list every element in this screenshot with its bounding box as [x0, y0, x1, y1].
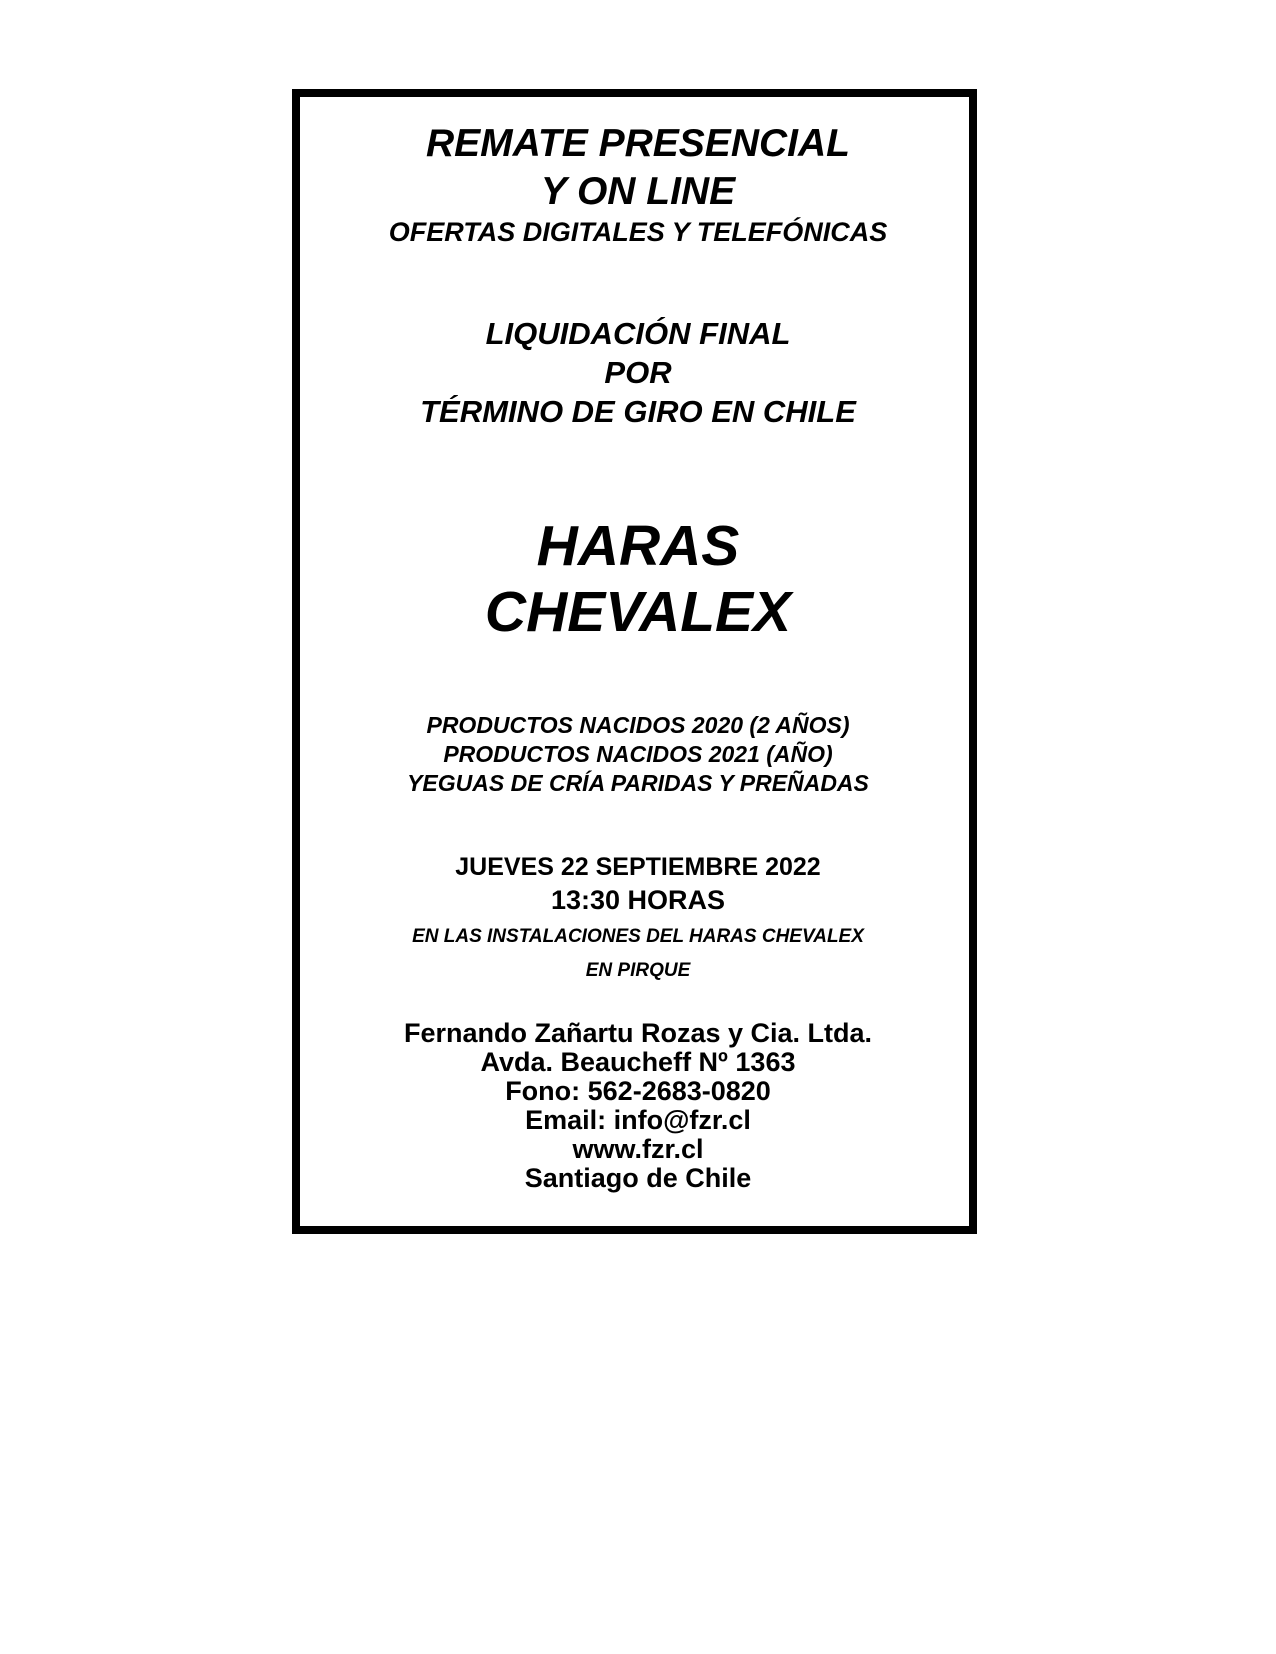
offers-subtitle: OFERTAS DIGITALES Y TELEFÓNICAS [388, 217, 888, 247]
liquidation-line-1: LIQUIDACIÓN FINAL [485, 316, 791, 351]
company-website: www.fzr.cl [572, 1134, 704, 1164]
company-city: Santiago de Chile [524, 1163, 752, 1193]
product-item: YEGUAS DE CRÍA PARIDAS Y PREÑADAS [407, 770, 869, 796]
event-location-line-1: EN LAS INSTALACIONES DEL HARAS CHEVALEX [412, 926, 864, 947]
product-item: PRODUCTOS NACIDOS 2020 (2 AÑOS) [426, 712, 850, 738]
stud-name-line-2: CHEVALEX [484, 580, 792, 644]
product-item: PRODUCTOS NACIDOS 2021 (AÑO) [443, 741, 833, 767]
company-name: Fernando Zañartu Rozas y Cia. Ltda. [403, 1018, 873, 1048]
stud-name-line-1: HARAS [536, 514, 740, 578]
company-address: Avda. Beaucheff Nº 1363 [480, 1047, 796, 1077]
event-time: 13:30 HORAS [550, 885, 726, 915]
auction-online-heading: Y ON LINE [540, 170, 736, 213]
event-location-line-2: EN PIRQUE [585, 960, 691, 981]
liquidation-line-2: POR [604, 355, 672, 390]
event-date: JUEVES 22 SEPTIEMBRE 2022 [455, 853, 821, 881]
company-email: Email: info@fzr.cl [525, 1105, 751, 1135]
liquidation-line-3: TÉRMINO DE GIRO EN CHILE [420, 394, 856, 429]
auction-type-heading: REMATE PRESENCIAL [426, 122, 850, 165]
company-phone: Fono: 562-2683-0820 [505, 1076, 771, 1106]
